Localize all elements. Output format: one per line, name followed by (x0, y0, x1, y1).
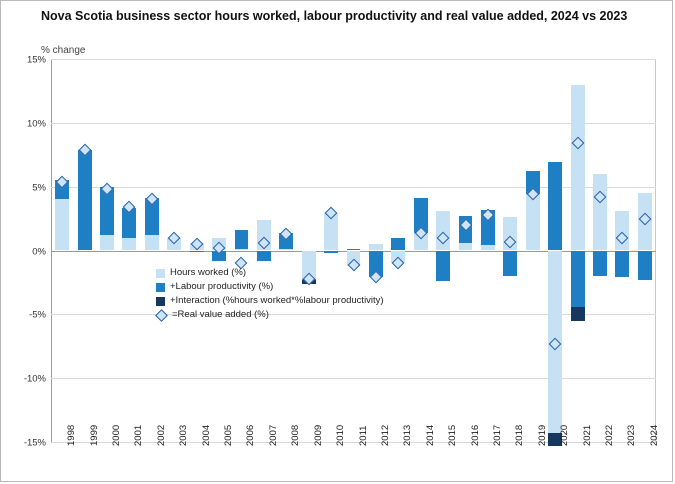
x-axis-tick-label: 2024 (648, 424, 660, 446)
legend-swatch-labour-productivity (156, 283, 165, 292)
bar-hours-worked (235, 249, 249, 250)
bar-hours-worked (593, 174, 607, 251)
bar-hours-worked (145, 235, 159, 250)
bar-labour-productivity (324, 251, 338, 254)
chart-subtitle: % change (41, 45, 86, 56)
bar-labour-productivity (436, 251, 450, 282)
bar-hours-worked (55, 199, 69, 250)
plot-area (23, 54, 660, 449)
bar-interaction (571, 307, 585, 321)
legend-swatch-hours-worked (156, 269, 165, 278)
y-axis-tick-label: 5% (32, 182, 46, 194)
bar-hours-worked (436, 211, 450, 251)
x-axis-tick-label: 2022 (603, 424, 615, 446)
bar-hours-worked (571, 85, 585, 251)
x-axis-tick-label: 2020 (559, 424, 571, 446)
y-axis-tick-label: -5% (29, 309, 46, 321)
bar-hours-worked (526, 194, 540, 250)
x-axis-tick-label: 2004 (200, 424, 212, 446)
y-axis-tick-label: -15% (23, 437, 46, 449)
bar-labour-productivity (235, 230, 249, 249)
bar-labour-productivity (78, 150, 92, 251)
legend-item-real-value-added (156, 308, 384, 322)
x-axis-tick-label: 2023 (626, 424, 638, 446)
bar-hours-worked (279, 249, 293, 250)
bar-hours-worked (459, 243, 473, 251)
x-axis-tick-label: 2010 (335, 424, 347, 446)
legend-item-hours-worked (156, 266, 384, 280)
bar-hours-worked (615, 211, 629, 251)
y-axis-tick-label: 10% (26, 118, 46, 130)
x-axis-tick-label: 2013 (402, 424, 414, 446)
x-axis-tick-label: 2009 (312, 424, 324, 446)
bar-labour-productivity (615, 251, 629, 278)
x-axis-tick-label: 1998 (66, 424, 78, 446)
chart-legend (156, 266, 384, 322)
legend-swatch-real-value-added (155, 309, 168, 322)
bar-labour-productivity (571, 251, 585, 307)
gridline-neg10 (23, 373, 656, 385)
bar-labour-productivity (548, 162, 562, 250)
x-axis-tick-label: 2006 (245, 424, 257, 446)
bar-labour-productivity (391, 238, 405, 251)
legend-swatch-interaction (156, 297, 165, 306)
y-axis-tick-label: 15% (26, 54, 46, 66)
legend-item-interaction (156, 294, 384, 308)
bar-hours-worked (481, 245, 495, 250)
x-axis-tick-label: 2021 (581, 424, 593, 446)
bar-labour-productivity (638, 251, 652, 280)
gridline-10 (26, 118, 656, 130)
y-axis-tick-label: -10% (23, 373, 46, 385)
chart-title: Nova Scotia business sector hours worked, labour productivity and real value added, 2024 vs 2023 (41, 9, 628, 23)
x-axis-tick-label: 2003 (178, 424, 190, 446)
x-axis-tick-label: 2005 (223, 424, 235, 446)
legend-label-labour-productivity: +Labour productivity (%) (170, 281, 274, 292)
bar-labour-productivity (593, 251, 607, 277)
legend-label-hours-worked: Hours worked (%) (170, 267, 247, 278)
x-axis-tick-label: 2019 (536, 424, 548, 446)
y-axis-tick-label: 0% (32, 246, 46, 257)
gridline-15 (26, 54, 656, 66)
x-axis-tick-label: 2008 (290, 424, 302, 446)
gridline-5 (32, 182, 656, 194)
x-axis-tick-label: 2016 (469, 424, 481, 446)
x-axis-tick-label: 2007 (267, 424, 279, 446)
legend-label-real-value-added: =Real value added (%) (172, 309, 269, 320)
x-axis-tick-label: 1999 (88, 424, 100, 446)
bar-hours-worked (100, 235, 114, 250)
bar-labour-productivity (503, 251, 517, 277)
legend-item-labour-productivity (156, 280, 384, 294)
x-axis-tick-label: 2011 (357, 425, 369, 446)
legend-label-interaction: +Interaction (%hours worked*%labour productivity) (170, 295, 384, 306)
x-axis-tick-label: 2012 (379, 424, 391, 446)
x-axis-tick-label: 2002 (155, 424, 167, 446)
bar-labour-productivity (347, 249, 361, 250)
x-axis-tick-label: 2015 (447, 424, 459, 446)
bar-hours-worked (122, 238, 136, 251)
x-axis-tick-label: 2000 (111, 424, 123, 446)
x-axis-tick-label: 2018 (514, 424, 526, 446)
bar-labour-productivity (257, 251, 271, 261)
x-axis-tick-label: 2017 (491, 424, 503, 446)
x-axis-tick-label: 2001 (133, 424, 145, 446)
x-axis-tick-label: 2014 (424, 424, 436, 446)
